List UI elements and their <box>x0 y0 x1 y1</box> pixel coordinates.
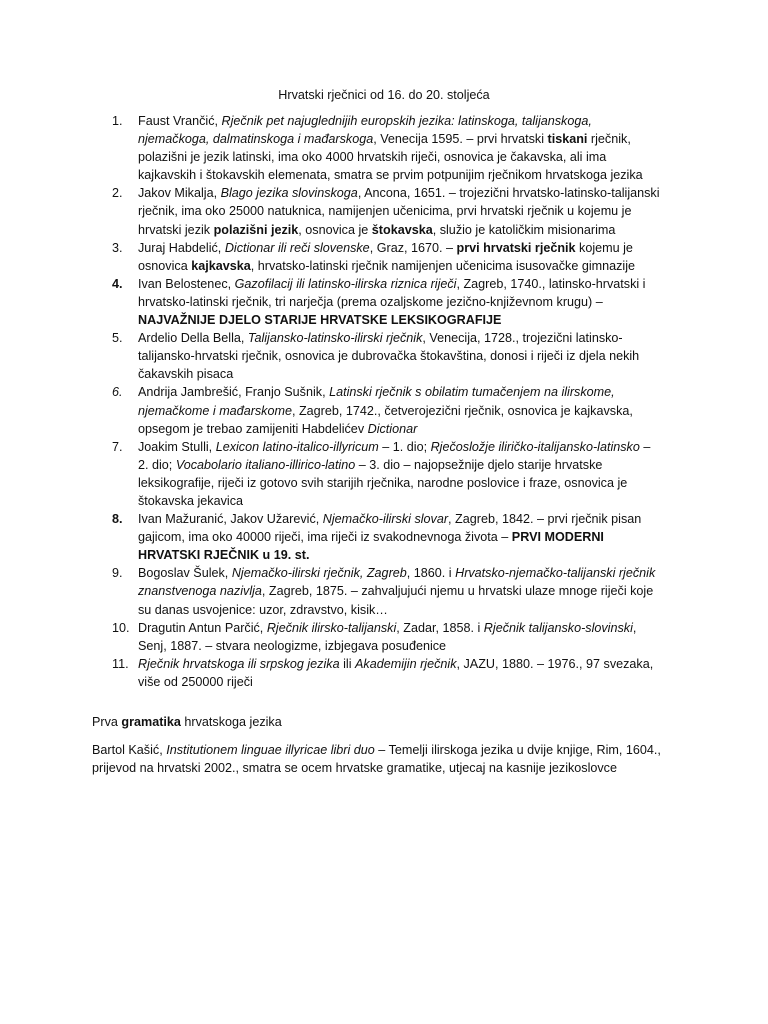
italic-text: Vocabolario italiano-illirico-latino <box>175 457 356 472</box>
list-item <box>112 438 660 510</box>
list-item-number: 7. <box>112 439 123 454</box>
list-item <box>112 619 660 655</box>
list-item-text <box>138 619 660 655</box>
text-run: , Ancona, 1651. – trojezični hrvatsko-latinsko-talijanski rječnik, ima oko 25000 natuknica, namijenjen učenicima, prvi hrvatski rječnik u kojemu je hrvatski jezik <box>138 186 660 237</box>
list-item-number: 5. <box>112 331 123 346</box>
text-run: – 1. dio; <box>378 439 431 454</box>
dictionary-list <box>112 112 660 691</box>
text-run: , Venecija 1595. – prvi hrvatski <box>373 132 548 147</box>
text-run: , JAZU, 1880. – 1976., 97 svezaka, više od 250000 riječi <box>138 656 654 689</box>
text-run: hrvatskoga jezika <box>180 715 282 729</box>
list-item-text <box>138 564 660 618</box>
text-run: Ardelio Della Bella, <box>138 331 248 346</box>
italic-text: Rječnik pet najuglednijih europskih jezika: latinskoga, talijanskoga, njemačkoga, dalmatinskoga i mađarskoga <box>138 114 592 147</box>
text-run: kojemu je osnovica <box>138 240 633 273</box>
italic-text: Njemačko-ilirski rječnik, Zagreb <box>231 566 407 581</box>
text-run: – 2. dio; <box>138 439 651 472</box>
text-run: , 1860. i <box>406 566 456 581</box>
italic-text: Rječnik talijansko-slovinski <box>483 620 633 635</box>
list-item-number: 9. <box>112 566 123 581</box>
list-item-text <box>138 438 660 510</box>
text-run: , Zagreb, 1740., latinsko-hrvatski i hrvatsko-latinski rječnik, tri narječja (prema ozaljskome jezično-književnom krugu) – <box>138 276 646 309</box>
text-run: , Zagreb, 1875. – zahvaljujući njemu u hrvatski ulaze mnoge riječi koje su danas usvojenice: uzor, zdravstvo, kisik… <box>138 584 654 617</box>
list-item-number: 10. <box>112 620 130 635</box>
body-paragraph <box>92 741 692 777</box>
list-item <box>112 112 660 184</box>
list-item-text <box>138 655 660 691</box>
italic-text: Talijansko-latinsko-ilirski rječnik <box>247 331 423 346</box>
text-run: Prva <box>92 715 122 729</box>
italic-text: Blago jezika slovinskoga <box>220 186 358 201</box>
italic-text: Njemačko-ilirski slovar <box>322 512 449 527</box>
bold-text: polazišni jezik <box>213 222 299 237</box>
text-run: Joakim Stulli, <box>138 439 216 454</box>
bold-text: štokavska <box>371 222 433 237</box>
text-run: Bogoslav Šulek, <box>138 566 232 581</box>
text-run: , služio je katoličkim misionarima <box>432 222 616 237</box>
text-run: Bartol Kašić, <box>92 743 167 757</box>
list-item <box>112 383 660 437</box>
italic-text: Akademijin rječnik <box>355 656 457 671</box>
bold-text: kajkavska <box>191 258 251 273</box>
list-item-number: 8. <box>112 512 123 527</box>
italic-text: Hrvatsko-njemačko-talijanski rječnik znanstvenoga nazivlja <box>138 566 656 599</box>
document-title: Hrvatski rječnici od 16. do 20. stoljeća <box>278 88 490 102</box>
list-item-text <box>138 239 660 275</box>
list-item <box>112 564 660 618</box>
italic-text: Rječosložje iliričko-italijansko-latinsko <box>430 439 640 454</box>
list-item-text <box>138 112 660 184</box>
section-heading <box>92 713 282 731</box>
list-item-text <box>138 383 660 437</box>
text-run: Ivan Belostenec, <box>138 276 235 291</box>
list-item <box>112 275 660 329</box>
bold-text: tiskani <box>547 132 588 147</box>
bold-text: NAJVAŽNIJE DJELO STARIJE HRVATSKE LEKSIKOGRAFIJE <box>138 313 502 328</box>
text-run: Dragutin Antun Parčić, <box>138 620 267 635</box>
text-run: Ivan Mažuranić, Jakov Užarević, <box>138 512 323 527</box>
text-run: , hrvatsko-latinski rječnik namijenjen učenicima isusovačke gimnazije <box>250 258 636 273</box>
text-run: , Zagreb, 1842. – prvi rječnik pisan gajicom, ima oko 40000 riječi, ima riječi iz svakodnevnoga života – <box>138 512 642 545</box>
text-run: , Zagreb, 1742., četverojezični rječnik, osnovica je kajkavska, opsegom je trebao zamijeniti Habdelićev <box>138 403 633 436</box>
text-run: Jakov Mikalja, <box>138 186 221 201</box>
list-item <box>112 184 660 238</box>
italic-text: Gazofilacij ili latinsko-ilirska riznica riječi <box>234 276 457 291</box>
italic-text: Rječnik hrvatskoga ili srpskog jezika <box>138 656 340 671</box>
list-item-number: 11. <box>112 656 129 671</box>
list-item-text <box>138 184 660 238</box>
text-run: rječnik, polazišni je jezik latinski, ima oko 4000 hrvatskih riječi, osnovica je čakavska, ali ima kajkavskih i štokavskih elemenata, smatra se prvim potpunijim rječnikom hrvatskoga jezika <box>138 132 643 183</box>
bold-text: gramatika <box>121 715 181 729</box>
text-run: ili <box>339 656 355 671</box>
text-run: Faust Vrančić, <box>138 114 222 128</box>
italic-text: Institutionem linguae illyricae libri duo <box>166 743 375 757</box>
text-run: – 3. dio – najopsežnije djelo starije hrvatske leksikografije, riječi iz gotovo svih starijih rječnika, narodne poslovice i fraze, osnovica je štokavska jekavica <box>138 457 628 508</box>
list-item <box>112 510 660 564</box>
list-item-text <box>138 510 660 564</box>
list-item-number: 4. <box>112 276 123 291</box>
text-run: , osnovica je <box>298 222 372 237</box>
text-run: Juraj Habdelić, <box>138 240 225 255</box>
bold-text: PRVI MODERNI HRVATSKI RJEČNIK u 19. st. <box>138 530 604 563</box>
list-item-number: 6. <box>112 385 123 400</box>
text-run: , Venecija, 1728., trojezični latinsko-talijansko-hrvatski rječnik, osnovica je dubrovačka štokavština, donosi i riječi iz djela nekih čakavskih pisaca <box>138 331 640 382</box>
list-item-number: 3. <box>112 240 123 255</box>
bold-text: prvi hrvatski rječnik <box>456 240 576 255</box>
text-run: , Senj, 1887. – stvara neologizme, izbjegava posuđenice <box>138 620 637 653</box>
text-run: , Zadar, 1858. i <box>396 620 484 635</box>
italic-text: Rječnik ilirsko-talijanski <box>266 620 397 635</box>
list-item <box>112 329 660 383</box>
list-item-number: 1. <box>112 114 123 128</box>
italic-text: Dictionar <box>367 421 418 436</box>
text-run: Andrija Jambrešić, Franjo Sušnik, <box>138 385 330 400</box>
list-item-text <box>138 275 660 329</box>
italic-text: Dictionar ili reči slovenske <box>224 240 370 255</box>
text-run: , Graz, 1670. – <box>369 240 457 255</box>
list-item <box>112 655 660 691</box>
list-item <box>112 239 660 275</box>
italic-text: Lexicon latino-italico-illyricum <box>215 439 379 454</box>
list-item-text <box>138 329 660 383</box>
italic-text: Latinski rječnik s obilatim tumačenjem na ilirskome, njemačkome i mađarskome <box>138 385 615 418</box>
list-item-number: 2. <box>112 186 123 201</box>
text-run: – Temelji ilirskoga jezika u dvije knjige, Rim, 1604., prijevod na hrvatski 2002., smatra se ocem hrvatske gramatike, utjecaj na kasnije jezikoslovce <box>92 743 661 776</box>
